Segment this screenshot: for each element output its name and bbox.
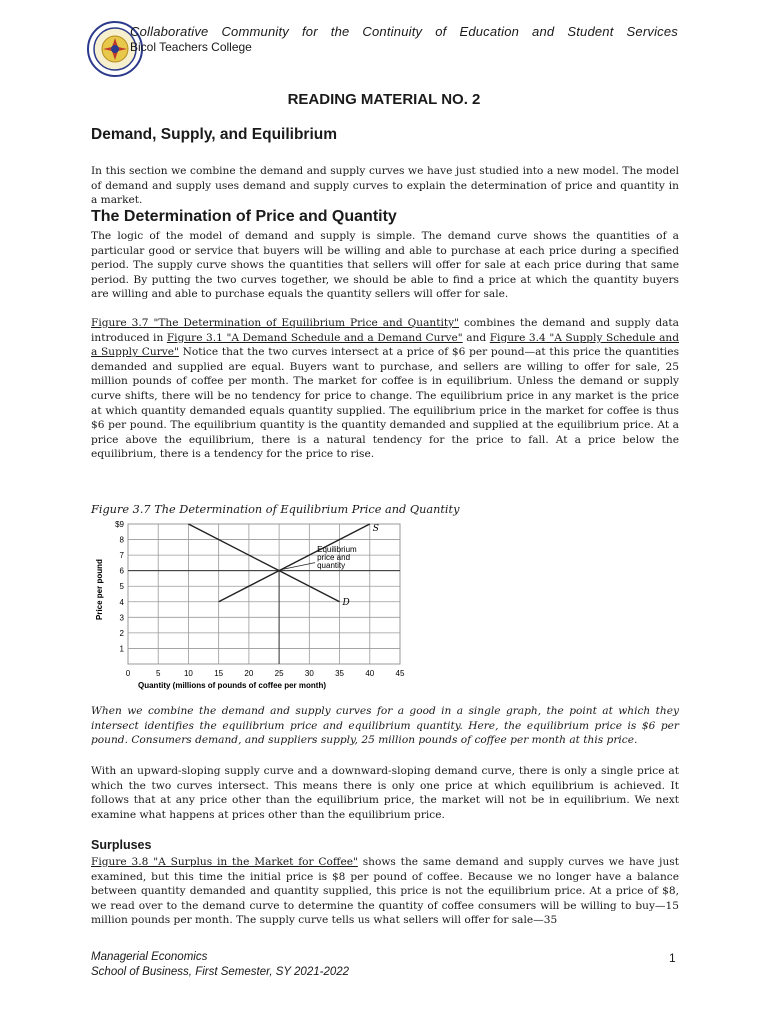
document-title: READING MATERIAL NO. 2: [287, 91, 481, 108]
section-heading: Demand, Supply, and Equilibrium: [91, 126, 338, 143]
x-tick-label: 30: [304, 669, 314, 678]
page-number: 1: [669, 951, 676, 965]
y-tick-label: 1: [119, 644, 124, 654]
footer-course: Managerial Economics: [91, 951, 208, 963]
x-tick-label: 10: [183, 669, 193, 678]
demand-label: D: [342, 597, 350, 608]
x-tick-label: 40: [365, 669, 375, 678]
plot-area: [128, 524, 400, 664]
x-tick-label: 15: [214, 669, 224, 678]
page-header: [86, 20, 686, 60]
y-tick-label: 6: [119, 566, 124, 576]
x-tick-label: 45: [395, 669, 405, 678]
paragraph-text: Notice that the two curves intersect at a price of $6 per pound—at this price the quantities demanded and supplied are equal. Buyers want to purchase, and sellers are willing to offer for sale, 25 million pounds of coffee per month. The market for coffee is in equilibrium. Unless the demand or supply curve shifts, there will be no tendency for price to change. The equilibrium price in any market is the price at which quantity demanded equals quantity supplied. The equilibrium price in the market for coffee is thus $6 per pound. The equilibrium quantity is the quantity demanded and supplied at the equilibrium price. At a price above the equilibrium, there is a natural tendency for the price to fall. At a price below the equilibrium, there is a tendency for the price to rise.: [91, 346, 680, 461]
header-college-name: Bicol Teachers College: [130, 40, 252, 54]
paragraph-logic: The logic of the model of demand and supply is simple. The demand curve shows the quantities of a particular good or service that buyers will be willing and able to purchase at each price during a specified period. The supply curve shows the quantities that sellers will offer for sale at each price during that same period. By putting the two curves together, we should be able to find a price at which the quantity buyers are willing and able to purchase equals the quantity sellers will offer for sale.: [91, 230, 679, 301]
paragraph-text: combines the demand and supply data introduced in: [91, 317, 679, 344]
x-tick-label: 35: [335, 669, 345, 678]
paragraph-single-price: With an upward-sloping supply curve and a downward-sloping demand curve, there is only a single price at which the two curves intersect. This means there is only one price at which equilibrium is achieved. It follows that at any price other than the equilibrium price, the market will not be in equilibrium. We next examine what happens at prices other than the equilibrium price.: [91, 765, 679, 821]
intro-paragraph: In this section we combine the demand and supply curves we have just studied into a new model. The model of demand and supply uses demand and supply curves to explain the determination of price and quantity in a market.: [91, 165, 679, 207]
y-tick-label: $9: [115, 520, 124, 529]
x-tick-label: 5: [155, 669, 161, 678]
annotation-text: price and: [317, 553, 351, 562]
paragraph-text: and: [462, 331, 490, 344]
annotation-text: quantity: [317, 561, 346, 570]
footer-school: School of Business, First Semester, SY 2021-2022: [91, 966, 350, 978]
figure-3-4-link[interactable]: Figure 3.4 "A Supply Schedule and a Supply Curve": [91, 331, 679, 359]
x-tick-label: 25: [274, 669, 284, 678]
subsection-heading: The Determination of Price and Quantity: [91, 208, 397, 225]
figure-3-7-link[interactable]: Figure 3.7 "The Determination of Equilibrium Price and Quantity": [91, 317, 460, 329]
paragraph-surplus: [91, 855, 679, 928]
paragraph-text: shows the same demand and supply curves we have just examined, but this time the initial price is $8 per pound of coffee. Because we no longer have a balance between quantity demanded and quantity supplied, this price is not the equilibrium price. At a price of $8, we read over to the demand curve to determine the quantity of coffee consumers will be willing to buy—15 million pounds per month. The supply curve tells us what sellers will offer for sale—35: [91, 856, 679, 927]
figure-3-8-link[interactable]: Figure 3.8 "A Surplus in the Market for Coffee": [91, 856, 358, 868]
x-tick-label: 20: [244, 669, 254, 678]
surpluses-heading: Surpluses: [91, 838, 152, 852]
y-tick-label: 8: [119, 535, 124, 545]
y-axis-label: Price per pound: [95, 559, 104, 620]
annotation-text: Equilibrium: [317, 545, 357, 554]
equilibrium-chart: [90, 520, 426, 696]
x-tick-label: 0: [125, 669, 131, 678]
header-organization-line: Collaborative Community for the Continuity of Education and Student Services: [130, 24, 678, 39]
y-tick-label: 5: [119, 582, 124, 592]
x-axis-label: Quantity (millions of pounds of coffee per month): [138, 681, 326, 690]
annotation-pointer: [281, 563, 315, 570]
y-tick-label: 7: [119, 551, 124, 561]
chart-curves: [128, 524, 400, 664]
figure-explanation-paragraph: When we combine the demand and supply curves for a good in a single graph, the point at which they intersect identifies the equilibrium price and equilibrium quantity. Here, the equilibrium price is $6 per pound. Consumers demand, and suppliers supply, 25 million pounds of coffee per month at this price.: [91, 705, 679, 747]
paragraph-figure-reference: [91, 316, 679, 462]
figure-3-1-link[interactable]: Figure 3.1 "A Demand Schedule and a Demand Curve": [166, 331, 463, 344]
y-tick-label: 4: [119, 597, 124, 607]
supply-label: S: [372, 524, 379, 534]
chart-grid: [128, 524, 400, 664]
y-tick-label: 3: [119, 613, 124, 623]
supply-curve: [219, 524, 370, 602]
figure-caption: Figure 3.7 The Determination of Equilibrium Price and Quantity: [91, 503, 460, 516]
y-tick-label: 2: [119, 628, 124, 638]
